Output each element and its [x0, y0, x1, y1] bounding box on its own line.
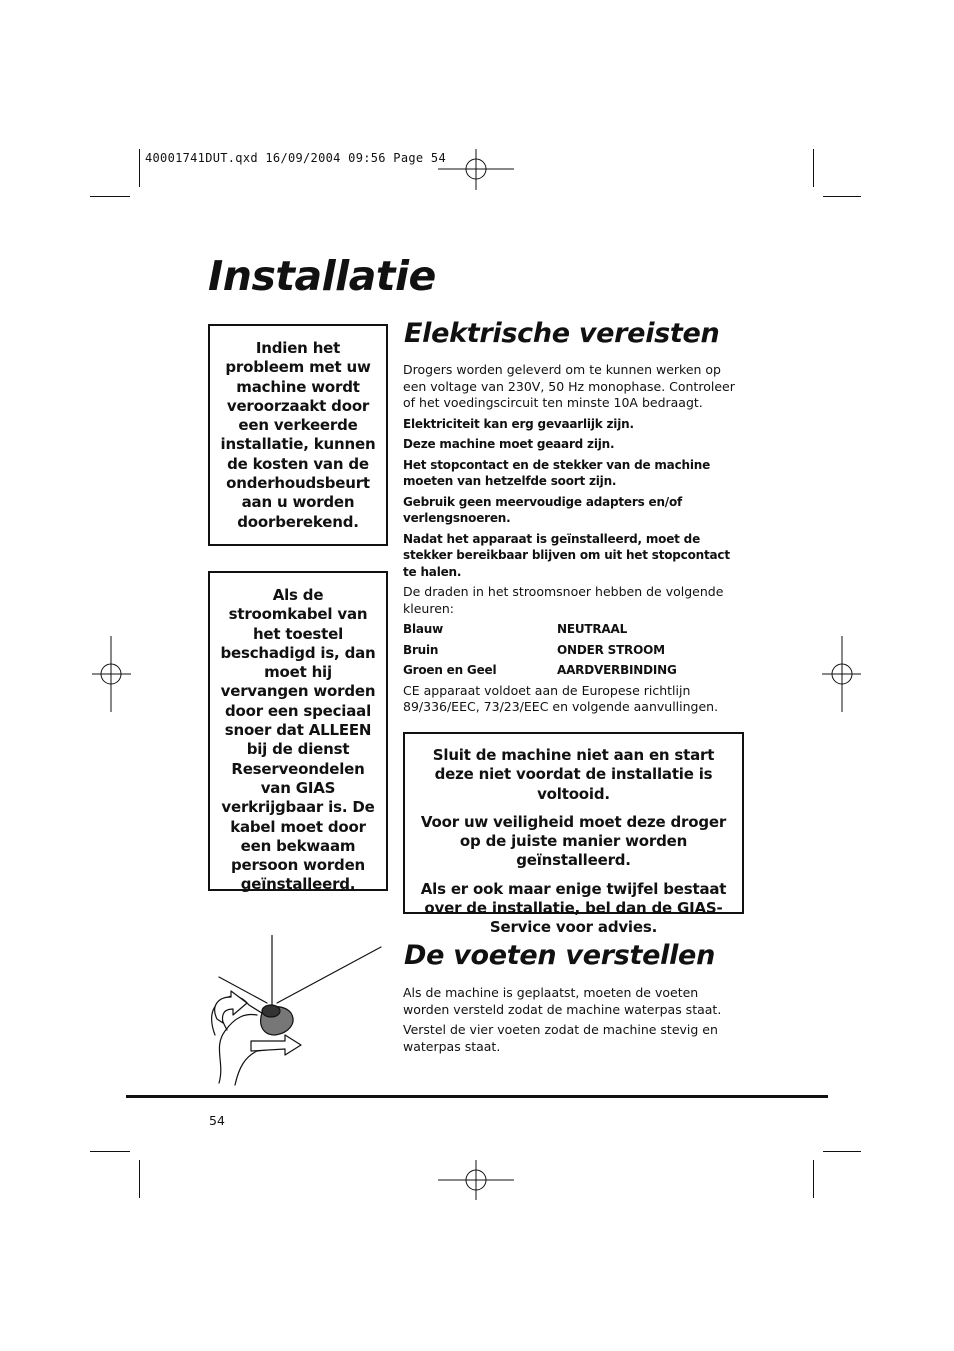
wire-color: Groen en Geel — [403, 663, 497, 677]
section-heading-electrical: Elektrische vereisten — [404, 318, 720, 349]
warning-line: Gebruik geen meervoudige adapters en/of verlengsnoeren. — [403, 494, 683, 525]
warning-line: Elektriciteit kan erg gevaarlijk zijn. — [403, 416, 634, 431]
feet-adjustment-text — [403, 985, 743, 1059]
section-heading-feet: De voeten verstellen — [404, 940, 715, 971]
registration-mark-left — [92, 636, 131, 712]
wire-row — [403, 642, 743, 659]
page-title: Installatie — [208, 252, 436, 300]
print-slug: 40001741DUT.qxd 16/09/2004 09:56 Page 54 — [145, 151, 446, 165]
registration-mark-bottom — [438, 1160, 514, 1200]
registration-mark-top — [438, 149, 514, 190]
hand-adjusting-foot-icon — [205, 935, 385, 1087]
warning-line: Deze machine moet geaard zijn. — [403, 437, 615, 451]
ce-statement: CE apparaat voldoet aan de Europese richtlijn 89/336/EEC, 73/23/EEC en volgende aanvullingen. — [403, 682, 719, 714]
electrical-intro: Drogers worden geleverd om te kunnen werken op een voltage van 230V, 50 Hz monophase. Controleer of het voedingscircuit ten minste 10A bedraagt. — [403, 362, 735, 410]
notice-line: Sluit de machine niet aan en start deze niet voordat de installatie is voltooid. — [432, 746, 715, 803]
page-number: 54 — [209, 1113, 225, 1128]
warning-line: Het stopcontact en de stekker van de machine moeten van hetzelfde soort zijn. — [403, 457, 711, 488]
notice-line: Voor uw veiligheid moet deze droger op de juiste manier worden geïnstalleerd. — [420, 812, 727, 870]
wire-color: Blauw — [403, 622, 443, 636]
warning-box-power-cable: Als de stroomkabel van het toestel beschadigd is, dan moet hij vervangen worden door een speciaal snoer dat ALLEEN bij de dienst Reserveondelen van GIAS verkrijgbaar is. De kabel moet door een bekwaam persoon worden geïnstalleerd. — [208, 571, 388, 891]
wire-row — [403, 662, 743, 679]
feet-paragraph: Verstel de vier voeten zodat de machine stevig en waterpas staat. — [403, 1022, 718, 1054]
wire-meaning: AARDVERBINDING — [557, 663, 677, 677]
installation-notice-box — [403, 732, 744, 937]
warning-box-repair-costs: Indien het probleem met uw machine wordt veroorzaakt door een verkeerde installatie, kunnen de kosten van de onderhoudsbeurt aan u worden doorberekend. — [208, 324, 388, 546]
wire-meaning: NEUTRAAL — [557, 622, 628, 636]
wires-intro: De draden in het stroomsnoer hebben de volgende kleuren: — [403, 584, 724, 616]
electrical-requirements-text — [403, 362, 743, 720]
notice-line: Als er ook maar enige twijfel bestaat over de installatie, bel dan de GIAS-Service voor advies. — [420, 879, 727, 937]
wire-row — [403, 621, 743, 638]
feet-paragraph: Als de machine is geplaatst, moeten de voeten worden versteld zodat de machine waterpas staat. — [403, 985, 722, 1017]
warning-line: Nadat het apparaat is geïnstalleerd, moet de stekker bereikbaar blijven om uit het stopcontact te halen. — [403, 531, 730, 579]
wire-meaning: ONDER STROOM — [557, 642, 665, 657]
registration-mark-right — [822, 636, 861, 712]
wire-color: Bruin — [403, 642, 439, 657]
footer-rule — [126, 1095, 828, 1098]
